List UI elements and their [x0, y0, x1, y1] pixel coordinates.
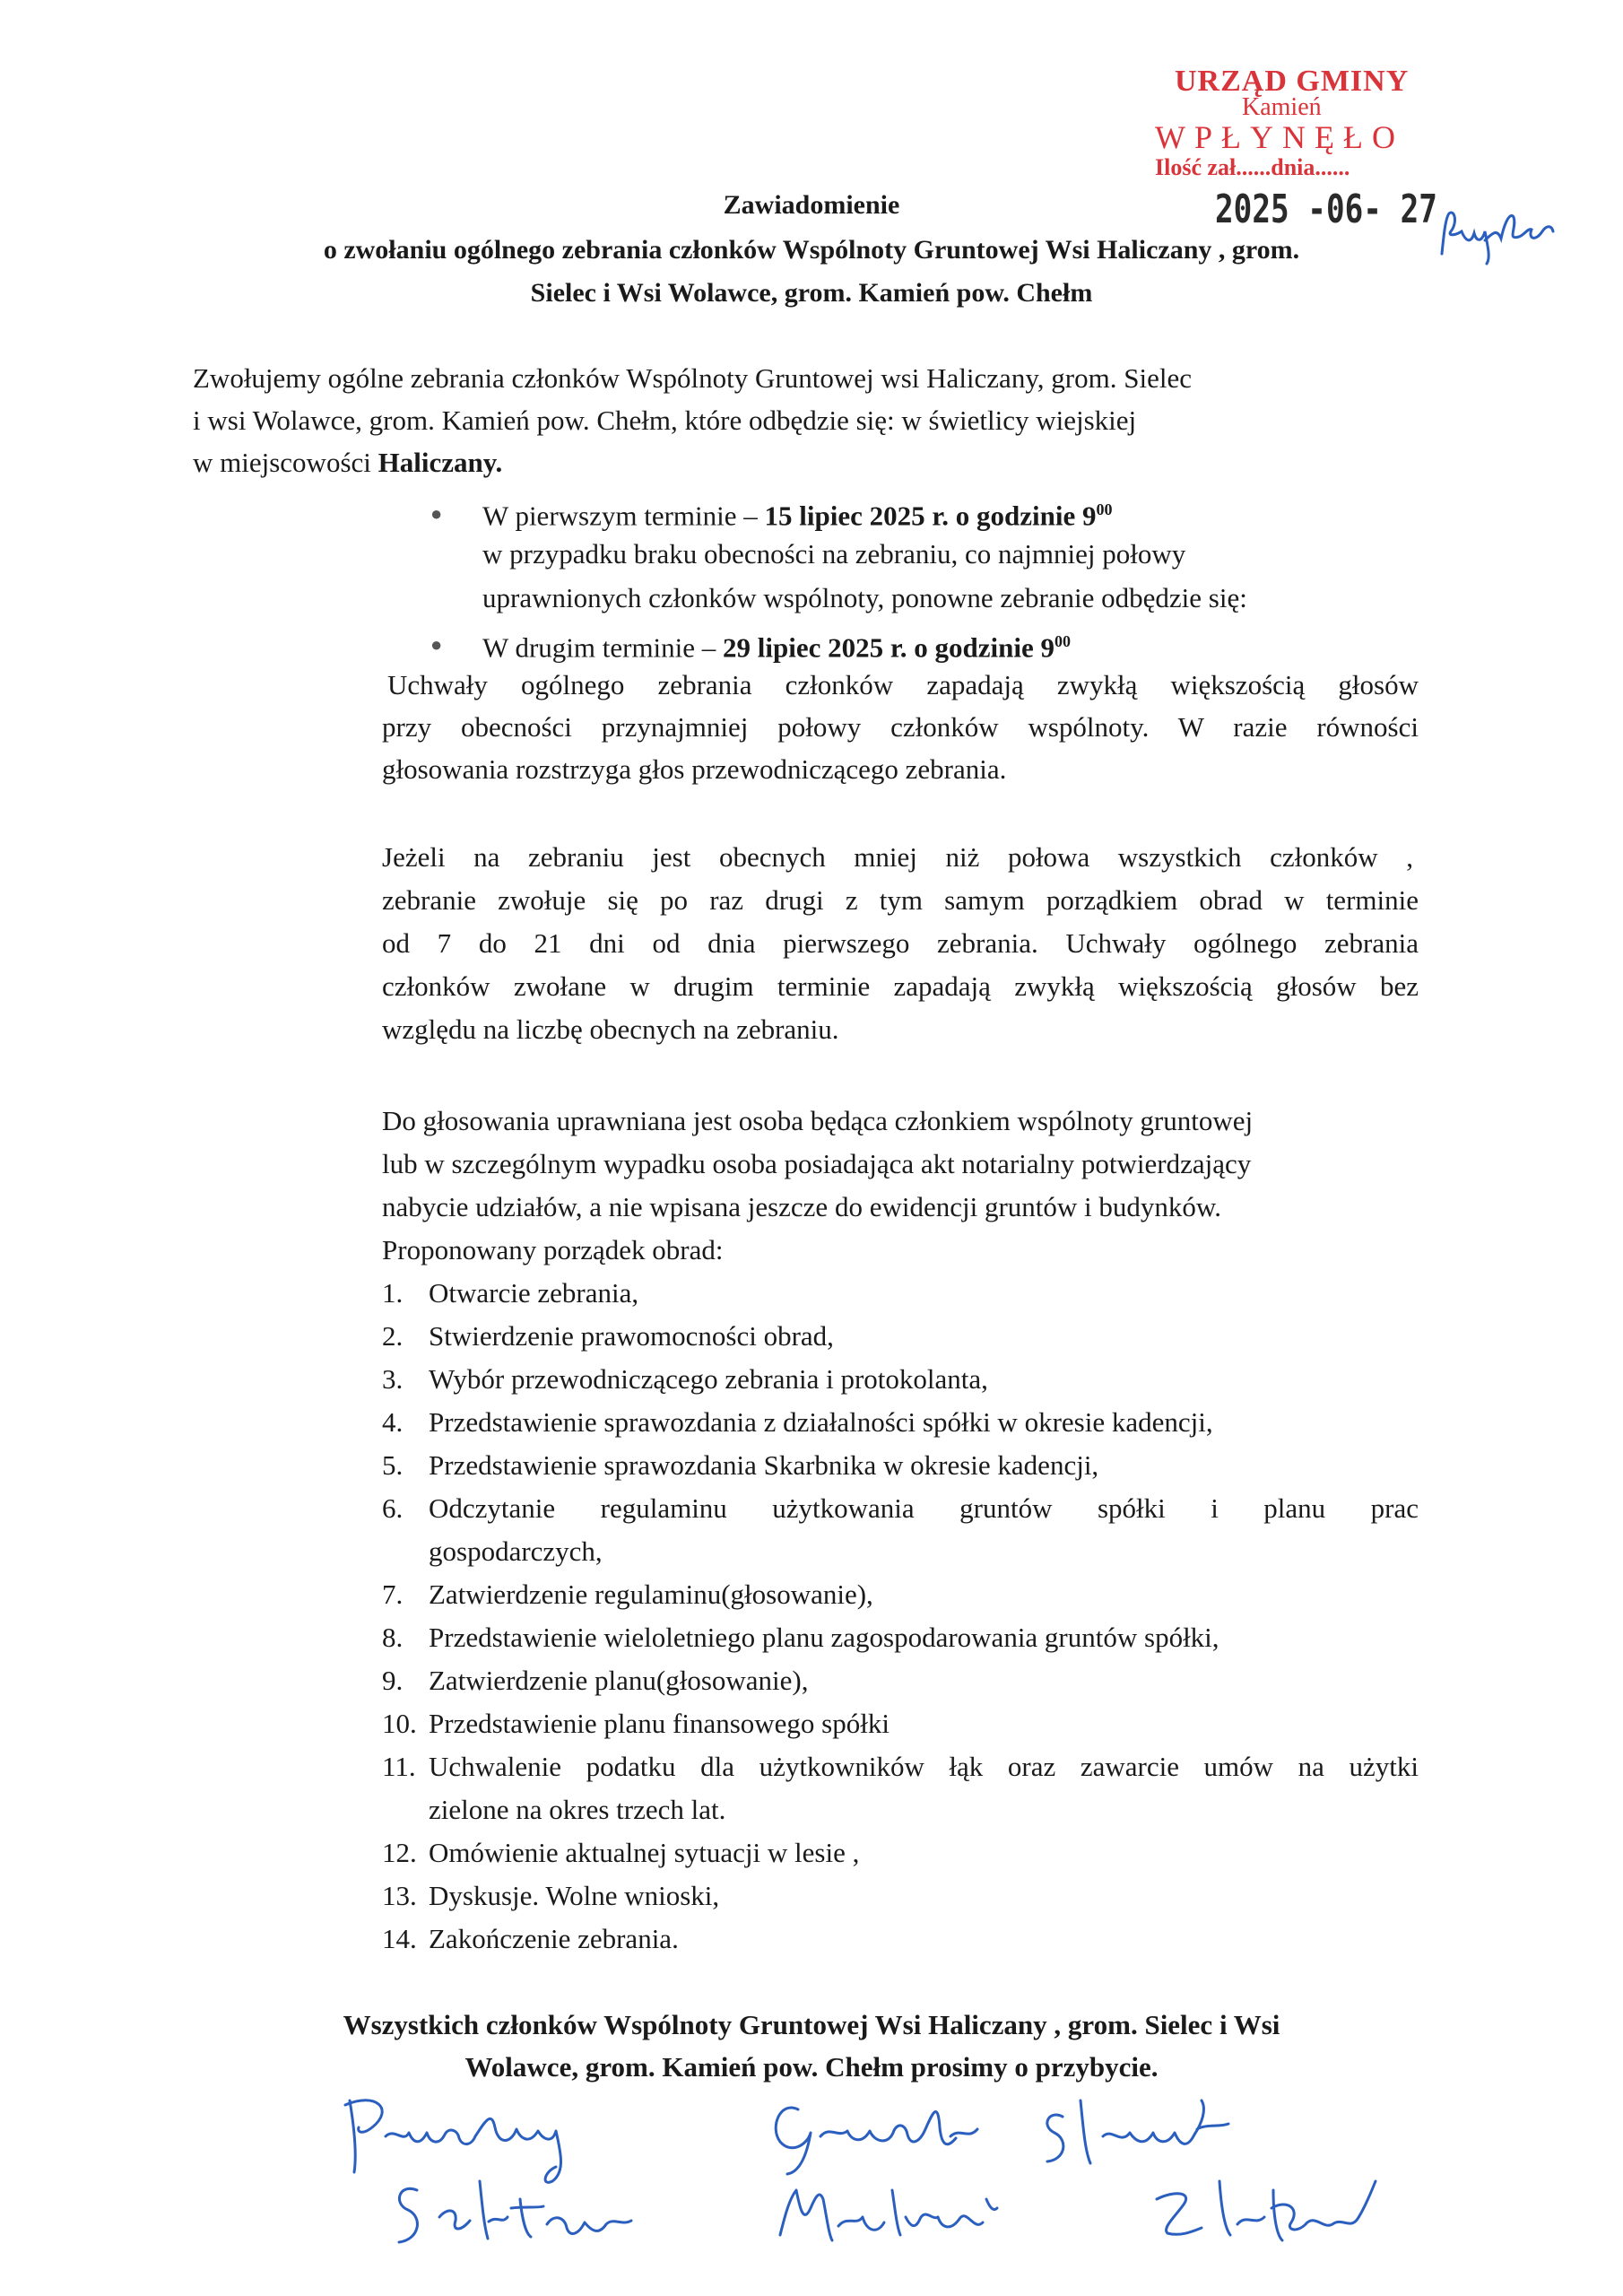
stamp-office: URZĄD GMINY — [1175, 65, 1410, 98]
agenda-item-text: Przedstawienie planu finansowego spółki — [429, 1708, 890, 1739]
para2-line-4: członków zwołane w drugim terminie zapadają zwykłą większością głosów bez — [382, 970, 1419, 1002]
agenda-item-text: Uchwalenie podatku dla użytkowników łąk oraz zawarcie umów na użytki — [429, 1751, 1419, 1782]
agenda-item — [382, 1702, 890, 1744]
agenda-item-number: 11. — [382, 1751, 416, 1782]
agenda-item-number: 2. — [382, 1320, 404, 1352]
agenda-item-number: 9. — [382, 1665, 404, 1696]
para2-line-2: zebranie zwołuje się po raz drugi z tym samym porządkiem obrad w terminie — [382, 884, 1419, 916]
agenda-item — [382, 1831, 859, 1874]
footer-line-1: Wszystkich członków Wspólnoty Gruntowej Wsi Haliczany , grom. Sielec i Wsi — [343, 2009, 1280, 2040]
document-title: Zawiadomienie — [723, 190, 900, 220]
agenda-item-number: 4. — [382, 1406, 404, 1438]
agenda-item-text: Wybór przewodniczącego zebrania i protokolanta, — [429, 1363, 988, 1395]
intro-line-1: Zwołujemy ogólne zebrania członków Wspólnoty Gruntowej wsi Haliczany, grom. Sielec — [193, 362, 1192, 394]
stamp-received: WPŁYNĘŁO — [1155, 119, 1404, 155]
agenda-item-text: Zatwierdzenie regulaminu(głosowanie), — [429, 1578, 873, 1610]
agenda-item-continuation: gospodarczych, — [429, 1535, 603, 1567]
agenda-item-text: Przedstawienie wieloletniego planu zagospodarowania gruntów spółki, — [429, 1622, 1219, 1653]
para3-line-2: lub w szczególnym wypadku osoba posiadająca akt notarialny potwierdzający — [382, 1148, 1252, 1179]
agenda-item-number: 8. — [382, 1622, 404, 1653]
intro-line-2: i wsi Wolawce, grom. Kamień pow. Chełm, które odbędzie się: w świetlicy wiejskiej — [193, 404, 1137, 436]
agenda-item-text: Zakończenie zebrania. — [429, 1923, 679, 1954]
agenda-item-text: Otwarcie zebrania, — [429, 1277, 639, 1309]
agenda-item-number: 1. — [382, 1277, 404, 1309]
stamp-attachments: Ilość zał......dnia...... — [1155, 154, 1350, 180]
agenda-item-number: 14. — [382, 1923, 417, 1954]
document-subtitle-line-1: o zwołaniu ogólnego zebrania członków Wspólnoty Gruntowej Wsi Haliczany , grom. — [323, 235, 1300, 265]
stamp-place: Kamień — [1242, 93, 1322, 121]
agenda-item — [382, 1659, 809, 1701]
term-note-line-1: w przypadku braku obecności na zebraniu, co najmniej połowy — [482, 538, 1186, 570]
agenda-item — [382, 1315, 834, 1357]
agenda-item-number: 12. — [382, 1837, 417, 1868]
agenda-item-text: Dyskusje. Wolne wnioski, — [429, 1880, 720, 1911]
handwritten-signatures — [0, 2074, 1623, 2289]
document-subtitle-line-2: Sielec i Wsi Wolawce, grom. Kamień pow. Chełm — [530, 278, 1093, 308]
term-note-line-2: uprawnionych członków wspólnoty, ponowne zebranie odbędzie się: — [482, 582, 1247, 613]
agenda-item — [382, 1272, 638, 1314]
agenda-item — [382, 1874, 719, 1917]
agenda-item-text: Zatwierdzenie planu(głosowanie), — [429, 1665, 809, 1696]
agenda-item-number: 5. — [382, 1449, 404, 1481]
agenda-item — [382, 1616, 1219, 1658]
agenda-item — [382, 1358, 988, 1400]
agenda-item-continuation: zielone na okres trzech lat. — [429, 1794, 726, 1825]
agenda-item-number: 6. — [382, 1492, 404, 1524]
agenda-item — [382, 1487, 1419, 1529]
agenda-item-text: Odczytanie regulaminu użytkowania gruntów spółki i planu prac — [429, 1492, 1419, 1524]
agenda-item — [382, 1444, 1098, 1486]
agenda-item-text: Stwierdzenie prawomocności obrad, — [429, 1320, 834, 1352]
second-term: W drugim terminie – 29 lipiec 2025 r. o godzinie $9^{00}$ — [482, 631, 1072, 664]
para2-line-1: Jeżeli na zebraniu jest obecnych mniej niż połowa wszystkich członków , — [382, 841, 1413, 873]
agenda-item — [382, 1918, 679, 1960]
agenda-item-text: Przedstawienie sprawozdania Skarbnika w okresie kadencji, — [429, 1449, 1099, 1481]
agenda-item-number: 7. — [382, 1578, 404, 1610]
para2-line-3: od 7 do 21 dni od dnia pierwszego zebrania. Uchwały ogólnego zebrania — [382, 927, 1419, 959]
stamp-date: 2025 -06- 27 — [1215, 187, 1437, 232]
agenda-item-number: 10. — [382, 1708, 417, 1739]
first-term: W pierwszym terminie – 15 lipiec 2025 r. o godzinie $9^{00}$ — [482, 500, 1113, 532]
para3-line-1: Do głosowania uprawniana jest osoba będąca członkiem wspólnoty gruntowej — [382, 1105, 1254, 1136]
para1-line-3: głosowania rozstrzyga głos przewodniczącego zebrania. — [382, 753, 1007, 785]
agenda-item-text: Przedstawienie sprawozdania z działalności spółki w okresie kadencji, — [429, 1406, 1213, 1438]
para1-line-1: Uchwały ogólnego zebrania członków zapadają zwykłą większością głosów — [387, 669, 1419, 700]
para3-line-3: nabycie udziałów, a nie wpisana jeszcze do ewidencji gruntów i budynków. — [382, 1191, 1222, 1222]
agenda-item — [382, 1573, 873, 1615]
agenda-item — [382, 1401, 1213, 1443]
footer-line-2: Wolawce, grom. Kamień pow. Chełm prosimy o przybycie. — [464, 2051, 1159, 2083]
agenda-item-text: Omówienie aktualnej sytuacji w lesie , — [429, 1837, 860, 1868]
intro-line-3: w miejscowości Haliczany. — [193, 447, 503, 478]
agenda-item-number: 13. — [382, 1880, 417, 1911]
agenda-heading: Proponowany porządek obrad: — [382, 1234, 724, 1265]
bullet-icon: ● — [430, 502, 443, 525]
para1-line-2: przy obecności przynajmniej połowy członków wspólnoty. W razie równości — [382, 711, 1419, 743]
bullet-icon: ● — [430, 633, 443, 656]
agenda-item — [382, 1745, 1419, 1787]
para2-line-5: względu na liczbę obecnych na zebraniu. — [382, 1013, 839, 1045]
agenda-item-number: 3. — [382, 1363, 404, 1395]
